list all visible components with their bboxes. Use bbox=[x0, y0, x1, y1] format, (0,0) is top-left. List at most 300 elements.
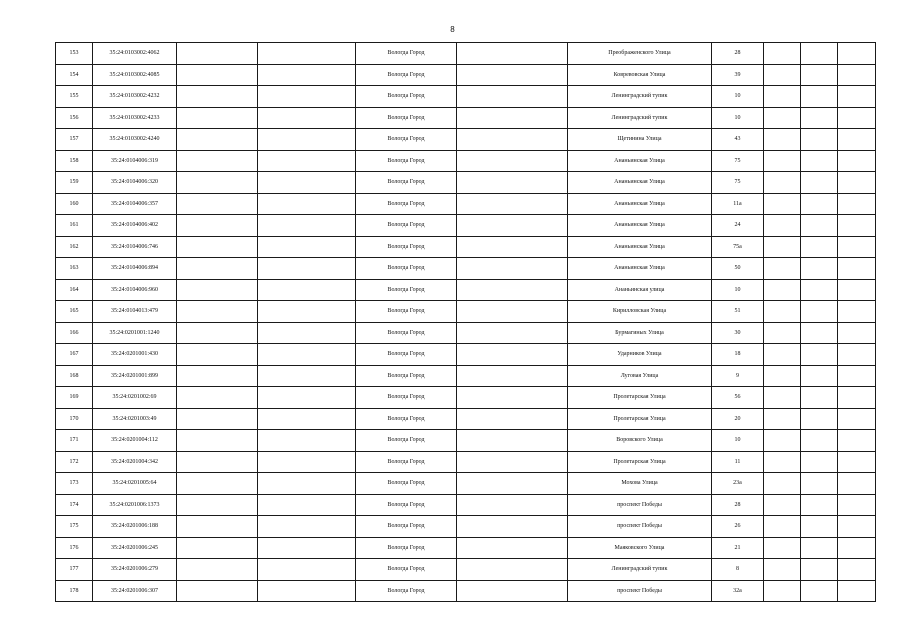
empty-cell bbox=[801, 387, 838, 409]
row-number-cell: 171 bbox=[56, 430, 93, 452]
house-number-cell: 51 bbox=[712, 301, 764, 323]
house-number-cell: 10 bbox=[712, 86, 764, 108]
empty-cell bbox=[764, 451, 801, 473]
cadastral-number-cell: 35:24:0201005:64 bbox=[93, 473, 177, 495]
settlement-cell: Вологда Город bbox=[356, 451, 457, 473]
empty-cell bbox=[258, 580, 356, 602]
table-row bbox=[56, 129, 876, 151]
empty-cell bbox=[764, 86, 801, 108]
street-cell: Щетинина Улица bbox=[568, 129, 712, 151]
settlement-cell: Вологда Город bbox=[356, 301, 457, 323]
settlement-cell: Вологда Город bbox=[356, 258, 457, 280]
empty-cell bbox=[177, 258, 258, 280]
empty-cell bbox=[457, 236, 568, 258]
empty-cell bbox=[457, 301, 568, 323]
row-number-cell: 162 bbox=[56, 236, 93, 258]
empty-cell bbox=[457, 580, 568, 602]
empty-cell bbox=[177, 451, 258, 473]
street-cell: Пролетарская Улица bbox=[568, 451, 712, 473]
empty-cell bbox=[258, 387, 356, 409]
empty-cell bbox=[801, 107, 838, 129]
cadastral-number-cell: 35:24:0103002:4062 bbox=[93, 43, 177, 65]
settlement-cell: Вологда Город bbox=[356, 279, 457, 301]
empty-cell bbox=[801, 258, 838, 280]
empty-cell bbox=[457, 430, 568, 452]
empty-cell bbox=[457, 193, 568, 215]
table-row bbox=[56, 43, 876, 65]
empty-cell bbox=[258, 408, 356, 430]
street-cell: Маяковского Улица bbox=[568, 537, 712, 559]
empty-cell bbox=[177, 301, 258, 323]
house-number-cell: 43 bbox=[712, 129, 764, 151]
empty-cell bbox=[177, 236, 258, 258]
empty-cell bbox=[457, 408, 568, 430]
street-cell: Кирилловская Улица bbox=[568, 301, 712, 323]
empty-cell bbox=[258, 215, 356, 237]
house-number-cell: 11 bbox=[712, 451, 764, 473]
street-cell: Ананьинская Улица bbox=[568, 150, 712, 172]
empty-cell bbox=[258, 236, 356, 258]
empty-cell bbox=[457, 64, 568, 86]
empty-cell bbox=[764, 408, 801, 430]
house-number-cell: 9 bbox=[712, 365, 764, 387]
empty-cell bbox=[258, 193, 356, 215]
street-cell: Ковревовская Улица bbox=[568, 64, 712, 86]
empty-cell bbox=[838, 215, 876, 237]
street-cell: Пролетарская Улица bbox=[568, 387, 712, 409]
house-number-cell: 50 bbox=[712, 258, 764, 280]
empty-cell bbox=[764, 387, 801, 409]
empty-cell bbox=[457, 494, 568, 516]
table-row bbox=[56, 387, 876, 409]
settlement-cell: Вологда Город bbox=[356, 172, 457, 194]
settlement-cell: Вологда Город bbox=[356, 236, 457, 258]
empty-cell bbox=[801, 150, 838, 172]
empty-cell bbox=[258, 430, 356, 452]
street-cell: Пролетарская Улица bbox=[568, 408, 712, 430]
table-row bbox=[56, 107, 876, 129]
row-number-cell: 176 bbox=[56, 537, 93, 559]
empty-cell bbox=[838, 86, 876, 108]
house-number-cell: 75 bbox=[712, 172, 764, 194]
cadastral-number-cell: 35:24:0104006:320 bbox=[93, 172, 177, 194]
empty-cell bbox=[764, 279, 801, 301]
cadastral-number-cell: 35:24:0103002:4240 bbox=[93, 129, 177, 151]
table-row bbox=[56, 430, 876, 452]
empty-cell bbox=[177, 150, 258, 172]
table-row bbox=[56, 215, 876, 237]
row-number-cell: 168 bbox=[56, 365, 93, 387]
street-cell: Ананьинская Улица bbox=[568, 172, 712, 194]
empty-cell bbox=[177, 215, 258, 237]
empty-cell bbox=[838, 258, 876, 280]
empty-cell bbox=[801, 301, 838, 323]
empty-cell bbox=[177, 172, 258, 194]
empty-cell bbox=[177, 430, 258, 452]
empty-cell bbox=[457, 258, 568, 280]
empty-cell bbox=[801, 516, 838, 538]
house-number-cell: 32а bbox=[712, 580, 764, 602]
empty-cell bbox=[801, 129, 838, 151]
table-row bbox=[56, 86, 876, 108]
empty-cell bbox=[764, 430, 801, 452]
cadastral-number-cell: 35:24:0201003:49 bbox=[93, 408, 177, 430]
settlement-cell: Вологда Город bbox=[356, 559, 457, 581]
row-number-cell: 167 bbox=[56, 344, 93, 366]
empty-cell bbox=[838, 193, 876, 215]
table-row bbox=[56, 258, 876, 280]
cadastral-number-cell: 35:24:0104006:357 bbox=[93, 193, 177, 215]
house-number-cell: 28 bbox=[712, 494, 764, 516]
empty-cell bbox=[801, 64, 838, 86]
cadastral-number-cell: 35:24:0104006:746 bbox=[93, 236, 177, 258]
empty-cell bbox=[838, 473, 876, 495]
empty-cell bbox=[801, 365, 838, 387]
street-cell: Ананьинская Улица bbox=[568, 236, 712, 258]
table-row bbox=[56, 172, 876, 194]
cadastral-number-cell: 35:24:0104013:479 bbox=[93, 301, 177, 323]
settlement-cell: Вологда Город bbox=[356, 344, 457, 366]
row-number-cell: 172 bbox=[56, 451, 93, 473]
empty-cell bbox=[457, 129, 568, 151]
empty-cell bbox=[457, 365, 568, 387]
empty-cell bbox=[801, 408, 838, 430]
empty-cell bbox=[801, 473, 838, 495]
empty-cell bbox=[177, 193, 258, 215]
empty-cell bbox=[177, 322, 258, 344]
empty-cell bbox=[801, 43, 838, 65]
house-number-cell: 30 bbox=[712, 322, 764, 344]
empty-cell bbox=[764, 129, 801, 151]
empty-cell bbox=[838, 64, 876, 86]
settlement-cell: Вологда Город bbox=[356, 473, 457, 495]
empty-cell bbox=[764, 258, 801, 280]
cadastral-number-cell: 35:24:0201006:188 bbox=[93, 516, 177, 538]
table-row bbox=[56, 516, 876, 538]
empty-cell bbox=[838, 279, 876, 301]
row-number-cell: 164 bbox=[56, 279, 93, 301]
empty-cell bbox=[801, 215, 838, 237]
street-cell: Ленинградский тупик bbox=[568, 559, 712, 581]
row-number-cell: 156 bbox=[56, 107, 93, 129]
empty-cell bbox=[258, 516, 356, 538]
empty-cell bbox=[838, 172, 876, 194]
empty-cell bbox=[258, 258, 356, 280]
house-number-cell: 8 bbox=[712, 559, 764, 581]
street-cell: Преображенского Улица bbox=[568, 43, 712, 65]
cadastral-number-cell: 35:24:0201006:307 bbox=[93, 580, 177, 602]
table-row bbox=[56, 279, 876, 301]
row-number-cell: 161 bbox=[56, 215, 93, 237]
empty-cell bbox=[457, 387, 568, 409]
table-row bbox=[56, 322, 876, 344]
house-number-cell: 10 bbox=[712, 279, 764, 301]
house-number-cell: 21 bbox=[712, 537, 764, 559]
street-cell: проспект Победы bbox=[568, 580, 712, 602]
house-number-cell: 24 bbox=[712, 215, 764, 237]
settlement-cell: Вологда Город bbox=[356, 129, 457, 151]
table-row bbox=[56, 559, 876, 581]
empty-cell bbox=[838, 537, 876, 559]
empty-cell bbox=[177, 408, 258, 430]
settlement-cell: Вологда Город bbox=[356, 408, 457, 430]
cadastral-number-cell: 35:24:0201002:69 bbox=[93, 387, 177, 409]
table-row bbox=[56, 301, 876, 323]
row-number-cell: 159 bbox=[56, 172, 93, 194]
empty-cell bbox=[838, 322, 876, 344]
street-cell: Ленинградский тупик bbox=[568, 107, 712, 129]
empty-cell bbox=[457, 215, 568, 237]
empty-cell bbox=[258, 473, 356, 495]
empty-cell bbox=[764, 559, 801, 581]
empty-cell bbox=[258, 322, 356, 344]
empty-cell bbox=[764, 494, 801, 516]
table-row bbox=[56, 365, 876, 387]
empty-cell bbox=[838, 150, 876, 172]
settlement-cell: Вологда Город bbox=[356, 494, 457, 516]
empty-cell bbox=[838, 516, 876, 538]
empty-cell bbox=[764, 193, 801, 215]
empty-cell bbox=[764, 64, 801, 86]
row-number-cell: 175 bbox=[56, 516, 93, 538]
cadastral-number-cell: 35:24:0104006:960 bbox=[93, 279, 177, 301]
table-row bbox=[56, 344, 876, 366]
table-row bbox=[56, 580, 876, 602]
street-cell: проспект Победы bbox=[568, 516, 712, 538]
row-number-cell: 178 bbox=[56, 580, 93, 602]
empty-cell bbox=[764, 215, 801, 237]
row-number-cell: 157 bbox=[56, 129, 93, 151]
street-cell: Ударников Улица bbox=[568, 344, 712, 366]
house-number-cell: 75 bbox=[712, 150, 764, 172]
empty-cell bbox=[838, 365, 876, 387]
row-number-cell: 165 bbox=[56, 301, 93, 323]
row-number-cell: 163 bbox=[56, 258, 93, 280]
cadastral-number-cell: 35:24:0103002:4232 bbox=[93, 86, 177, 108]
empty-cell bbox=[258, 129, 356, 151]
empty-cell bbox=[177, 494, 258, 516]
empty-cell bbox=[838, 129, 876, 151]
empty-cell bbox=[258, 107, 356, 129]
empty-cell bbox=[258, 344, 356, 366]
house-number-cell: 10 bbox=[712, 107, 764, 129]
table-row bbox=[56, 537, 876, 559]
empty-cell bbox=[801, 193, 838, 215]
empty-cell bbox=[764, 236, 801, 258]
empty-cell bbox=[457, 537, 568, 559]
house-number-cell: 10 bbox=[712, 430, 764, 452]
empty-cell bbox=[838, 43, 876, 65]
empty-cell bbox=[801, 279, 838, 301]
settlement-cell: Вологда Город bbox=[356, 150, 457, 172]
street-cell: Мохова Улица bbox=[568, 473, 712, 495]
empty-cell bbox=[764, 473, 801, 495]
empty-cell bbox=[177, 107, 258, 129]
empty-cell bbox=[258, 365, 356, 387]
empty-cell bbox=[457, 279, 568, 301]
street-cell: Бурмагиных Улица bbox=[568, 322, 712, 344]
empty-cell bbox=[177, 559, 258, 581]
house-number-cell: 39 bbox=[712, 64, 764, 86]
empty-cell bbox=[177, 537, 258, 559]
table-row bbox=[56, 473, 876, 495]
empty-cell bbox=[177, 43, 258, 65]
empty-cell bbox=[764, 580, 801, 602]
empty-cell bbox=[177, 365, 258, 387]
empty-cell bbox=[838, 451, 876, 473]
empty-cell bbox=[801, 322, 838, 344]
row-number-cell: 154 bbox=[56, 64, 93, 86]
settlement-cell: Вологда Город bbox=[356, 43, 457, 65]
empty-cell bbox=[838, 107, 876, 129]
empty-cell bbox=[801, 172, 838, 194]
street-cell: Ананьинская Улица bbox=[568, 258, 712, 280]
empty-cell bbox=[177, 279, 258, 301]
row-number-cell: 173 bbox=[56, 473, 93, 495]
empty-cell bbox=[177, 86, 258, 108]
empty-cell bbox=[177, 580, 258, 602]
row-number-cell: 174 bbox=[56, 494, 93, 516]
street-cell: Воровского Улица bbox=[568, 430, 712, 452]
empty-cell bbox=[258, 43, 356, 65]
empty-cell bbox=[801, 86, 838, 108]
empty-cell bbox=[258, 559, 356, 581]
empty-cell bbox=[177, 344, 258, 366]
cadastral-number-cell: 35:24:0201001:430 bbox=[93, 344, 177, 366]
house-number-cell: 11а bbox=[712, 193, 764, 215]
table-row bbox=[56, 451, 876, 473]
empty-cell bbox=[764, 344, 801, 366]
empty-cell bbox=[258, 64, 356, 86]
settlement-cell: Вологда Город bbox=[356, 215, 457, 237]
empty-cell bbox=[258, 451, 356, 473]
row-number-cell: 166 bbox=[56, 322, 93, 344]
table-row bbox=[56, 64, 876, 86]
empty-cell bbox=[457, 451, 568, 473]
empty-cell bbox=[177, 516, 258, 538]
empty-cell bbox=[764, 43, 801, 65]
empty-cell bbox=[764, 365, 801, 387]
empty-cell bbox=[457, 473, 568, 495]
house-number-cell: 28 bbox=[712, 43, 764, 65]
empty-cell bbox=[801, 537, 838, 559]
cadastral-number-cell: 35:24:0103002:4233 bbox=[93, 107, 177, 129]
empty-cell bbox=[838, 580, 876, 602]
row-number-cell: 169 bbox=[56, 387, 93, 409]
settlement-cell: Вологда Город bbox=[356, 193, 457, 215]
house-number-cell: 75а bbox=[712, 236, 764, 258]
house-number-cell: 23а bbox=[712, 473, 764, 495]
empty-cell bbox=[457, 172, 568, 194]
empty-cell bbox=[258, 301, 356, 323]
empty-cell bbox=[258, 494, 356, 516]
empty-cell bbox=[258, 172, 356, 194]
empty-cell bbox=[177, 387, 258, 409]
row-number-cell: 170 bbox=[56, 408, 93, 430]
street-cell: Ленинградский тупик bbox=[568, 86, 712, 108]
settlement-cell: Вологда Город bbox=[356, 365, 457, 387]
empty-cell bbox=[838, 301, 876, 323]
row-number-cell: 155 bbox=[56, 86, 93, 108]
empty-cell bbox=[838, 344, 876, 366]
empty-cell bbox=[838, 494, 876, 516]
empty-cell bbox=[457, 516, 568, 538]
empty-cell bbox=[764, 516, 801, 538]
cadastral-number-cell: 35:24:0104006:402 bbox=[93, 215, 177, 237]
empty-cell bbox=[838, 430, 876, 452]
table-row bbox=[56, 150, 876, 172]
empty-cell bbox=[764, 537, 801, 559]
settlement-cell: Вологда Город bbox=[356, 322, 457, 344]
table-row bbox=[56, 193, 876, 215]
street-cell: Ананьинская Улица bbox=[568, 215, 712, 237]
row-number-cell: 177 bbox=[56, 559, 93, 581]
page-number: 8 bbox=[450, 25, 455, 34]
cadastral-number-cell: 35:24:0103002:4085 bbox=[93, 64, 177, 86]
empty-cell bbox=[838, 387, 876, 409]
registry-table bbox=[55, 42, 876, 602]
street-cell: проспект Победы bbox=[568, 494, 712, 516]
row-number-cell: 160 bbox=[56, 193, 93, 215]
settlement-cell: Вологда Город bbox=[356, 107, 457, 129]
house-number-cell: 20 bbox=[712, 408, 764, 430]
empty-cell bbox=[764, 322, 801, 344]
row-number-cell: 158 bbox=[56, 150, 93, 172]
empty-cell bbox=[801, 494, 838, 516]
cadastral-number-cell: 35:24:0201006:279 bbox=[93, 559, 177, 581]
cadastral-number-cell: 35:24:0201006:245 bbox=[93, 537, 177, 559]
house-number-cell: 18 bbox=[712, 344, 764, 366]
table-row bbox=[56, 494, 876, 516]
street-cell: Ананьинская Улица bbox=[568, 193, 712, 215]
empty-cell bbox=[801, 451, 838, 473]
house-number-cell: 26 bbox=[712, 516, 764, 538]
empty-cell bbox=[457, 344, 568, 366]
table-body bbox=[56, 43, 876, 602]
cadastral-number-cell: 35:24:0201001:1240 bbox=[93, 322, 177, 344]
table-row bbox=[56, 408, 876, 430]
street-cell: Луговая Улица bbox=[568, 365, 712, 387]
empty-cell bbox=[258, 150, 356, 172]
settlement-cell: Вологда Город bbox=[356, 430, 457, 452]
house-number-cell: 56 bbox=[712, 387, 764, 409]
empty-cell bbox=[801, 430, 838, 452]
cadastral-number-cell: 35:24:0201004:112 bbox=[93, 430, 177, 452]
empty-cell bbox=[838, 408, 876, 430]
empty-cell bbox=[764, 172, 801, 194]
row-number-cell: 153 bbox=[56, 43, 93, 65]
empty-cell bbox=[764, 107, 801, 129]
empty-cell bbox=[764, 150, 801, 172]
empty-cell bbox=[801, 559, 838, 581]
street-cell: Ананьинская улица bbox=[568, 279, 712, 301]
empty-cell bbox=[177, 129, 258, 151]
cadastral-number-cell: 35:24:0104006:319 bbox=[93, 150, 177, 172]
cadastral-number-cell: 35:24:0201006:1373 bbox=[93, 494, 177, 516]
cadastral-number-cell: 35:24:0201004:342 bbox=[93, 451, 177, 473]
empty-cell bbox=[258, 537, 356, 559]
empty-cell bbox=[801, 344, 838, 366]
settlement-cell: Вологда Город bbox=[356, 537, 457, 559]
empty-cell bbox=[801, 236, 838, 258]
empty-cell bbox=[457, 150, 568, 172]
empty-cell bbox=[457, 43, 568, 65]
empty-cell bbox=[457, 322, 568, 344]
settlement-cell: Вологда Город bbox=[356, 516, 457, 538]
settlement-cell: Вологда Город bbox=[356, 86, 457, 108]
empty-cell bbox=[801, 580, 838, 602]
empty-cell bbox=[177, 473, 258, 495]
